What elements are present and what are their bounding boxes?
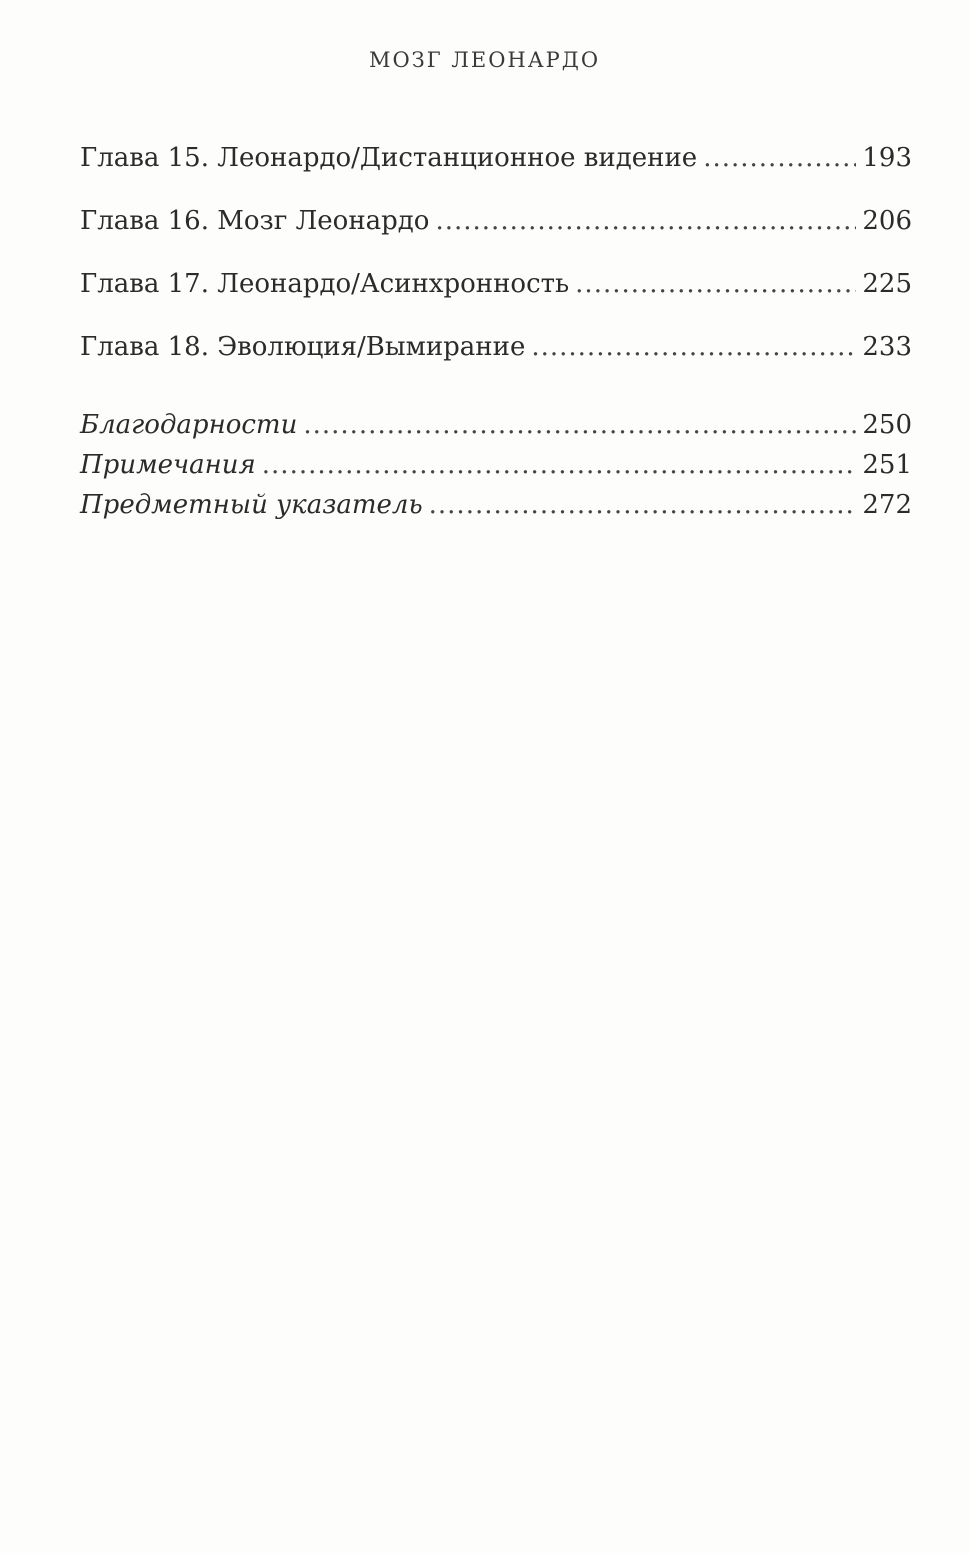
toc-entry-title: Глава 17. Леонардо/Асинхронность — [80, 269, 570, 299]
toc-entry-chapter-17[interactable] — [80, 264, 912, 327]
table-of-contents — [80, 138, 912, 525]
toc-entry-title: Глава 18. Эволюция/Вымирание — [80, 332, 526, 362]
toc-page-number: 250 — [862, 410, 912, 440]
dot-leader — [575, 264, 856, 304]
dot-leader — [703, 138, 856, 178]
toc-page-number: 233 — [862, 332, 912, 362]
toc-entry-title: Примечания — [80, 450, 256, 480]
back-matter-section — [80, 405, 912, 525]
toc-entry-title: Глава 15. Леонардо/Дистанционное видение — [80, 143, 698, 173]
toc-entry-chapter-15[interactable] — [80, 138, 912, 201]
toc-entry-chapter-18[interactable] — [80, 327, 912, 390]
toc-entry-chapter-16[interactable] — [80, 201, 912, 264]
toc-page-number: 206 — [862, 206, 912, 236]
toc-page-number: 272 — [862, 490, 912, 520]
dot-leader — [531, 327, 856, 367]
toc-entry-title: Предметный указатель — [80, 490, 423, 520]
dot-leader — [435, 201, 856, 241]
toc-entry-title: Благодарности — [80, 410, 298, 440]
toc-entry-title: Глава 16. Мозг Леонардо — [80, 206, 430, 236]
toc-page-number: 193 — [862, 143, 912, 173]
dot-leader — [262, 445, 857, 485]
toc-page-number: 251 — [862, 450, 912, 480]
toc-entry-subject-index[interactable] — [80, 485, 912, 525]
dot-leader — [429, 485, 857, 525]
dot-leader — [303, 405, 856, 445]
toc-entry-acknowledgements[interactable] — [80, 405, 912, 445]
toc-entry-notes[interactable] — [80, 445, 912, 485]
running-header: МОЗГ ЛЕОНАРДО — [368, 48, 601, 72]
toc-page-number: 225 — [862, 269, 912, 299]
